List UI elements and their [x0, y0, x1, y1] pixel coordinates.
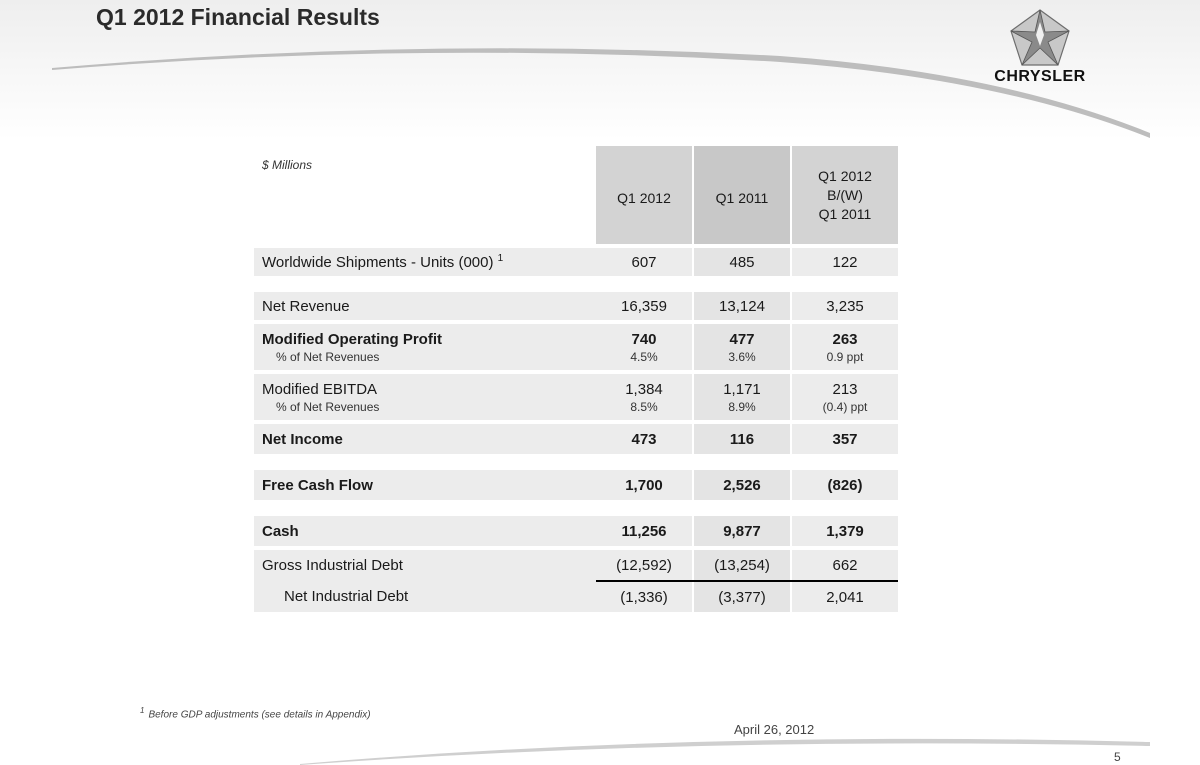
- cell-q1-2011-pct: 3.6%: [728, 349, 756, 364]
- cell-variance: 122: [792, 248, 898, 276]
- variance-header-line2: B/(W): [827, 186, 863, 203]
- cell-q1-2011: 2,526: [694, 470, 790, 500]
- cell-q1-2012: 607: [596, 248, 692, 276]
- row-label: Net Industrial Debt: [254, 580, 596, 612]
- cell-q1-2012-pct: 8.5%: [630, 399, 658, 414]
- cell-variance: (826): [792, 470, 898, 500]
- cell-variance: 357: [792, 424, 898, 454]
- cell-q1-2012: 16,359: [596, 292, 692, 320]
- cell-q1-2011: (3,377): [694, 580, 790, 612]
- cell-q1-2011-pct: 8.9%: [728, 399, 756, 414]
- row-sublabel: % of Net Revenues: [276, 399, 380, 414]
- cell-q1-2012: 1,384: [625, 380, 663, 398]
- cell-q1-2012: 11,256: [596, 516, 692, 546]
- footnote-marker: 1: [497, 253, 504, 264]
- table-row-modified-ebitda: [254, 374, 898, 420]
- cell-q1-2011: 477: [729, 330, 755, 348]
- table-row-net-industrial-debt: [254, 580, 898, 612]
- row-label: Worldwide Shipments - Units (000): [262, 254, 494, 271]
- cell-q1-2011: 485: [694, 248, 790, 276]
- row-sublabel: % of Net Revenues: [276, 349, 380, 364]
- page-title: Q1 2012 Financial Results: [96, 4, 380, 30]
- cell-variance: 263: [832, 330, 858, 348]
- page-number: 5: [1114, 750, 1121, 764]
- cell-variance: 3,235: [792, 292, 898, 320]
- table-row-modified-operating-profit: [254, 324, 898, 370]
- table-row-cash: [254, 516, 898, 546]
- footnote: [140, 706, 371, 720]
- row-label: Net Revenue: [254, 292, 596, 320]
- row-label: Gross Industrial Debt: [254, 550, 596, 580]
- row-label: Modified EBITDA: [262, 380, 378, 398]
- cell-variance-ppt: 0.9 ppt: [826, 349, 864, 364]
- unit-label: $ Millions: [262, 158, 313, 172]
- cell-q1-2012-pct: 4.5%: [630, 349, 658, 364]
- chrysler-logo: [968, 6, 1112, 90]
- cell-variance: 662: [792, 550, 898, 580]
- cell-q1-2012: 473: [596, 424, 692, 454]
- cell-variance: 213: [832, 380, 858, 398]
- column-header-q1-2012: Q1 2012: [596, 146, 692, 244]
- cell-q1-2011: 116: [694, 424, 790, 454]
- table-row-net-income: [254, 424, 898, 454]
- cell-q1-2011: (13,254): [694, 550, 790, 580]
- table-row-net-revenue: [254, 292, 898, 320]
- cell-variance: 1,379: [792, 516, 898, 546]
- column-header-q1-2011: Q1 2011: [694, 146, 790, 244]
- cell-q1-2011: 9,877: [694, 516, 790, 546]
- cell-q1-2012: 1,700: [596, 470, 692, 500]
- column-header-variance: [792, 146, 898, 244]
- table-row-free-cash-flow: [254, 470, 898, 500]
- cell-q1-2011: 1,171: [723, 380, 761, 398]
- row-label: Cash: [254, 516, 596, 546]
- footnote-marker: 1: [140, 706, 145, 715]
- cell-variance: 2,041: [792, 580, 898, 612]
- footnote-text: Before GDP adjustments (see details in Appendix): [148, 709, 371, 721]
- logo-wordmark: CHRYSLER: [994, 68, 1086, 85]
- table-row-shipments: [254, 248, 898, 276]
- row-label: Free Cash Flow: [254, 470, 596, 500]
- table-row-gross-industrial-debt: [254, 550, 898, 580]
- cell-q1-2012: (1,336): [596, 580, 692, 612]
- cell-variance-ppt: (0.4) ppt: [822, 399, 868, 414]
- cell-q1-2011: 13,124: [694, 292, 790, 320]
- cell-q1-2012: (12,592): [596, 550, 692, 580]
- footer-date: April 26, 2012: [734, 722, 815, 737]
- cell-q1-2012: 740: [631, 330, 657, 348]
- row-label: Modified Operating Profit: [262, 330, 442, 348]
- financial-results-table: [254, 146, 898, 612]
- table-header-row: [254, 146, 898, 244]
- pentastar-icon: [1008, 8, 1072, 68]
- row-label: Net Income: [254, 424, 596, 454]
- variance-header-line3: Q1 2011: [818, 205, 872, 222]
- variance-header-line1: Q1 2012: [818, 167, 872, 184]
